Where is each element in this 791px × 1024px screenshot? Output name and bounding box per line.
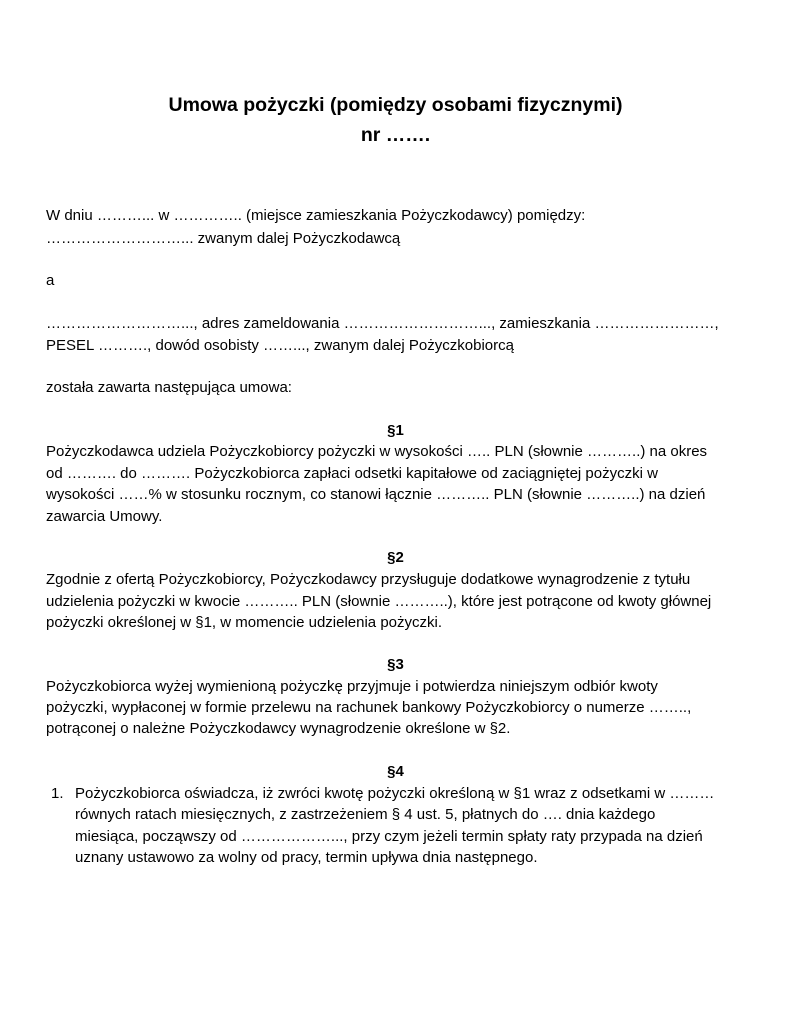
section-1-line: zawarcia Umowy. bbox=[46, 508, 163, 525]
intro-line-2: ………………………... zwanym dalej Pożyczkodawcą bbox=[46, 230, 401, 247]
section-3-heading: §3 bbox=[387, 656, 404, 673]
section-1-heading: §1 bbox=[387, 422, 404, 439]
borrower-line-2: PESEL ………., dowód osobisty ……..., zwanym dalej Pożyczkobiorcą bbox=[46, 337, 514, 354]
borrower-line-1: ………………………..., adres zameldowania ………………………..., zamieszkania ……………………, bbox=[46, 315, 719, 332]
section-1-line: wysokości ……% w stosunku rocznym, co stanowi łącznie ……….. PLN (słownie ………..) na dzień bbox=[46, 486, 706, 503]
list-item-number: 1. bbox=[51, 785, 64, 802]
section-3-line: pożyczki, wypłaconej w formie przelewu na rachunek bankowy Pożyczkobiorcy o numerze …….., bbox=[46, 699, 692, 716]
section-4-item-line: Pożyczkobiorca oświadcza, iż zwróci kwotę pożyczki określoną w §1 wraz z odsetkami w ……… bbox=[75, 785, 715, 802]
intro-line-1: W dniu ………... w ………….. (miejsce zamieszkania Pożyczkodawcy) pomiędzy: bbox=[46, 207, 586, 224]
section-4-item-line: równych ratach miesięcznych, z zastrzeżeniem § 4 ust. 5, płatnych do …. dnia każdego bbox=[75, 806, 656, 823]
section-1-line: Pożyczkodawca udziela Pożyczkobiorcy pożyczki w wysokości ….. PLN (słownie ………..) na okres bbox=[46, 443, 708, 460]
section-2-line: Zgodnie z ofertą Pożyczkobiorcy, Pożyczkodawcy przysługuje dodatkowe wynagrodzenie z tytułu bbox=[46, 571, 691, 588]
section-2-line: pożyczki określonej w §1, w momencie udzielenia pożyczki. bbox=[46, 614, 443, 631]
section-1-line: od ………. do ………. Pożyczkobiorca zapłaci odsetki kapitałowe od zaciągniętej pożyczki w bbox=[46, 465, 658, 482]
section-2-heading: §2 bbox=[387, 549, 404, 566]
document-title: Umowa pożyczki (pomiędzy osobami fizycznymi) bbox=[168, 94, 623, 116]
section-2-line: udzielenia pożyczki w kwocie ……….. PLN (słownie ………..), które jest potrącone od kwoty głównej bbox=[46, 593, 712, 610]
section-3-line: potrąconej o należne Pożyczkodawcy wynagrodzenie określone w §2. bbox=[46, 720, 511, 737]
conjunction-a: a bbox=[46, 272, 55, 289]
section-3-line: Pożyczkobiorca wyżej wymienioną pożyczkę przyjmuje i potwierdza niniejszym odbiór kwoty bbox=[46, 678, 658, 695]
document-number: nr ……. bbox=[360, 124, 431, 146]
agreement-concluded: została zawarta następująca umowa: bbox=[46, 379, 292, 396]
section-4-heading: §4 bbox=[387, 763, 404, 780]
section-4-item-line: uznany ustawowo za wolny od pracy, termin upływa dnia następnego. bbox=[75, 849, 538, 866]
section-4-item-line: miesiąca, począwszy od ………………..., przy czym jeżeli termin spłaty raty przypada na dzień bbox=[75, 828, 703, 845]
